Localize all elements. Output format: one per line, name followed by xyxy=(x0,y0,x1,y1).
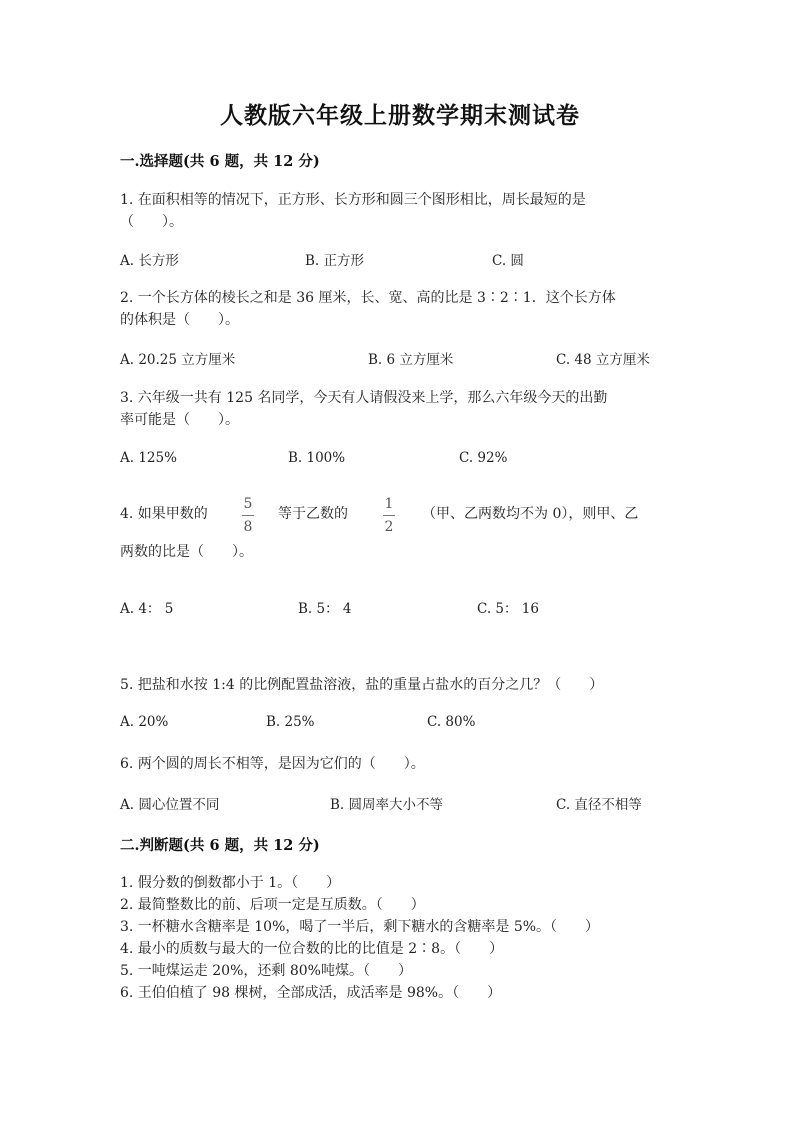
fraction-bar xyxy=(242,515,254,516)
judgement-item-4: 4. 最小的质数与最大的一位合数的比的比值是 2∶8。（ ） xyxy=(120,941,504,957)
question-5-option-a: A. 20% xyxy=(120,714,169,730)
question-1-option-c: C. 圆 xyxy=(492,253,524,269)
question-6-line-1: 6. 两个圆的周长不相等，是因为它们的（ ）。 xyxy=(120,756,425,772)
question-4-text-c: （甲、乙两数均不为 0），则甲、乙 xyxy=(422,506,639,522)
question-6-option-a: A. 圆心位置不同 xyxy=(120,797,220,813)
question-6-option-b: B. 圆周率大小不等 xyxy=(330,797,444,813)
section-heading-judgement: 二.判断题(共 6 题，共 12 分) xyxy=(120,837,320,854)
page-title: 人教版六年级上册数学期末测试卷 xyxy=(220,102,580,129)
fraction-numerator: 1 xyxy=(384,496,394,512)
question-2-option-c: C. 48 立方厘米 xyxy=(556,352,650,368)
question-5-line-1: 5. 把盐和水按 1:4 的比例配置盐溶液，盐的重量占盐水的百分之几？（ ） xyxy=(120,677,604,693)
question-3-option-a: A. 125% xyxy=(120,450,177,466)
question-2-line-1: 2. 一个长方体的棱长之和是 36 厘米，长、宽、高的比是 3∶2∶1．这个长方体 xyxy=(120,290,616,306)
question-1-option-a: A. 长方形 xyxy=(120,253,179,269)
fraction-denominator: 8 xyxy=(243,519,253,535)
question-4-option-b: B. 5： 4 xyxy=(298,601,352,617)
fraction-one-half xyxy=(383,495,395,536)
question-2-option-a: A. 20.25 立方厘米 xyxy=(120,352,236,368)
question-3-option-c: C. 92% xyxy=(459,450,508,466)
question-3-line-1: 3. 六年级一共有 125 名同学，今天有人请假没来上学，那么六年级今天的出勤 xyxy=(120,390,608,406)
question-4-option-a: A. 4： 5 xyxy=(120,601,174,617)
question-4-line-2: 两数的比是（ ）。 xyxy=(120,544,253,560)
question-6-option-c: C. 直径不相等 xyxy=(556,797,642,813)
judgement-item-2: 2. 最简整数比的前、后项一定是互质数。（ ） xyxy=(120,897,425,913)
question-4-text-a: 4. 如果甲数的 xyxy=(120,506,208,522)
question-1-line-1: 1. 在面积相等的情况下，正方形、长方形和圆三个图形相比，周长最短的是 xyxy=(120,192,586,208)
question-4-option-c: C. 5： 16 xyxy=(477,601,539,617)
section-heading-choice: 一.选择题(共 6 题，共 12 分) xyxy=(120,153,320,170)
question-5-option-c: C. 80% xyxy=(427,714,476,730)
question-1-line-2: （ ）。 xyxy=(120,214,183,230)
judgement-item-3: 3. 一杯糖水含糖率是 10%，喝了一半后，剩下糖水的含糖率是 5%。（ ） xyxy=(120,919,600,935)
question-4-text-b: 等于乙数的 xyxy=(278,506,348,522)
question-2-option-b: B. 6 立方厘米 xyxy=(368,352,454,368)
question-3-option-b: B. 100% xyxy=(288,450,346,466)
judgement-item-5: 5. 一吨煤运走 20%，还剩 80%吨煤。（ ） xyxy=(120,963,412,979)
question-3-line-2: 率可能是（ ）。 xyxy=(120,412,239,428)
fraction-five-eighths xyxy=(242,495,254,536)
question-2-line-2: 的体积是（ ）。 xyxy=(120,312,239,328)
judgement-item-1: 1. 假分数的倒数都小于 1。（ ） xyxy=(120,875,341,891)
question-1-option-b: B. 正方形 xyxy=(305,253,365,269)
fraction-bar xyxy=(383,515,395,516)
fraction-denominator: 2 xyxy=(384,519,394,535)
question-5-option-b: B. 25% xyxy=(266,714,315,730)
judgement-item-6: 6. 王伯伯植了 98 棵树，全部成活，成活率是 98%。（ ） xyxy=(120,985,502,1001)
fraction-numerator: 5 xyxy=(243,496,253,512)
